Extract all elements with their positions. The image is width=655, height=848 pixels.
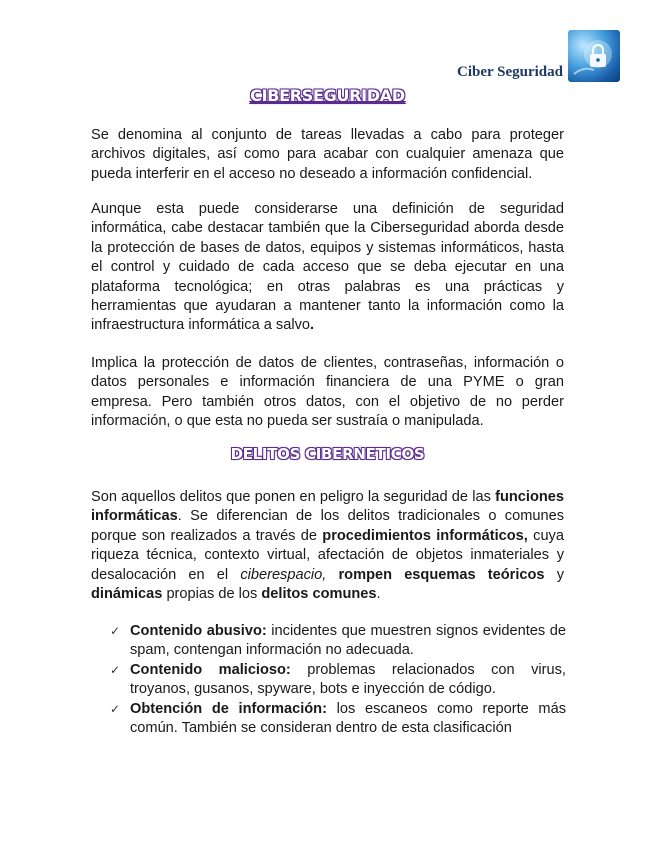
- delitos-text-4: [326, 567, 338, 583]
- paragraph-protection: Implica la protección de datos de clientes, contraseñas, información o datos personales e información financiera de una PYME o gran empresa. Pero también otros datos, con el objetivo de no perder información, o que esta no pueda ser sustraía o manipulada.: [91, 355, 564, 430]
- paragraph-definition: Se denomina al conjunto de tareas llevadas a cabo para proteger archivos digitales, así como para acabar con cualquier amenaza que pueda interferir en el acceso no deseado a información confidencial.: [91, 127, 564, 182]
- list-item: [106, 622, 566, 661]
- check-icon: ✓: [110, 701, 121, 716]
- delitos-text-7: .: [376, 586, 381, 603]
- paragraph-delitos: [91, 488, 564, 604]
- heading-ciberseguridad: CIBERSEGURIDAD: [250, 86, 405, 105]
- paragraph-scope: [91, 200, 564, 336]
- delitos-bold-3: rompen esquemas teóricos: [338, 566, 545, 583]
- delitos-bold-2: procedimientos informáticos,: [322, 527, 528, 544]
- check-icon: ✓: [110, 662, 121, 677]
- list-item-term: Contenido abusivo:: [130, 623, 267, 639]
- header-title: Ciber Seguridad: [457, 64, 563, 80]
- heading-delitos-ciberneticos: DELITOS CIBERNETICOS: [230, 445, 425, 463]
- list-item-desc: los escaneos como reporte más común. También se consideran dentro de esta clasificación: [130, 700, 566, 737]
- delitos-bold-4: dinámicas: [91, 586, 163, 603]
- list-item: [106, 661, 566, 700]
- list-item-desc: problemas relacionados con virus, troyanos, gusanos, spyware, bots e inyección de código.: [130, 661, 566, 698]
- delitos-bold-5: delitos comunes: [261, 586, 377, 603]
- delitos-text-1: Son aquellos delitos que ponen en peligro la seguridad de las: [91, 489, 496, 505]
- list-item-term: Obtención de información:: [130, 700, 327, 717]
- lock-shield-icon: [568, 30, 620, 82]
- delitos-bold-1: funciones informáticas: [91, 489, 564, 525]
- delitos-text-2: . Se diferencian de los delitos tradicionales o comunes porque son realizados a través de: [91, 508, 564, 544]
- list-item-term: Contenido malicioso:: [130, 661, 291, 678]
- delitos-list: [106, 622, 566, 738]
- list-item: [106, 700, 566, 739]
- delitos-text-3: cuya riqueza técnica, contexto virtual, afectación de objetos inmateriales y desalocación en el: [91, 527, 564, 583]
- delitos-text-6: propias de los: [162, 586, 262, 603]
- check-icon: ✓: [110, 624, 121, 638]
- paragraph-scope-text: Aunque esta puede considerarse una definición de seguridad informática, cabe destacar también que la Ciberseguridad aborda desde la protección de bases de datos, equipos y sistemas informáticos, hasta el control y cuidado de cada acceso que se deba ejecutar en una plataforma tecnológica; en otras palabras es una prácticas y herramientas que ayudaran a mantener tanto la información como la infraestructura informática a salvo: [91, 201, 564, 334]
- paragraph-scope-period: .: [310, 317, 315, 334]
- delitos-italic-1: ciberespacio,: [240, 566, 327, 583]
- list-item-desc: incidentes que muestren signos evidentes de spam, contengan información no adecuada.: [130, 623, 566, 659]
- delitos-text-5: y: [544, 566, 565, 583]
